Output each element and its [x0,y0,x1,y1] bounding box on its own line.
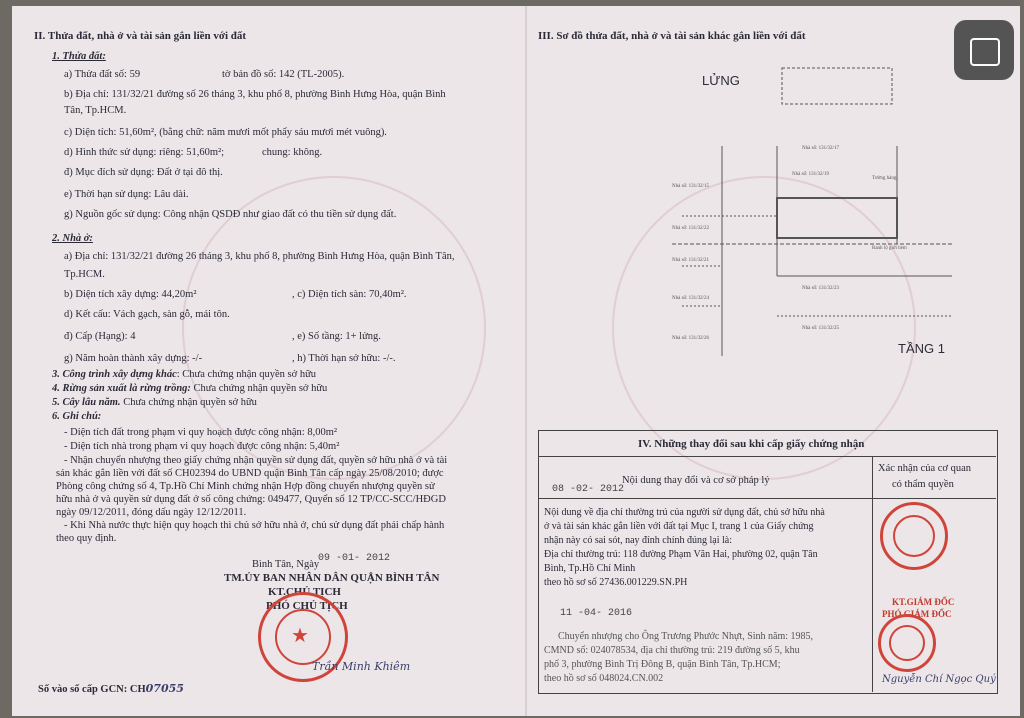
sign-role-1: KT.CHỦ TỊCH [268,586,341,598]
sign-role-2: PHÓ CHỦ TỊCH [266,600,348,612]
plan-label-4: Nhà số: 131/32/22 [672,226,709,231]
land-origin: g) Nguồn gốc sử dụng: Công nhận QSDĐ như giao đất có thu tiền sử dụng đất. [64,209,397,220]
plan-label-lung: LỬNG [702,73,740,88]
change-1-line-1: Nội dung về địa chỉ thường trú của người sử dụng đất, chủ sở hữu nhà [544,507,825,518]
plan-label-tang1: TẦNG 1 [898,341,945,356]
note-2: - Diện tích nhà trong phạm vi quy hoạch được công nhận: 5,40m² [64,441,340,452]
land-usage-form: d) Hình thức sử dụng: riêng: 51,60m²; [64,147,225,158]
land-area: c) Diện tích: 51,60m², (bằng chữ: năm mươi mốt phẩy sáu mươi mét vuông). [64,127,387,138]
gcn-label: Số vào sổ cấp GCN: CH [38,684,146,695]
house-floors: , e) Số tầng: 1+ lửng. [292,331,381,342]
note-3d: hữu nhà ở và quyền sử dụng đất ở số công chứng: 049477, Quyển số 12 TP/CC-SCC/HĐGD [56,494,446,505]
table-col-divider [872,456,873,692]
official-seal-right-1 [880,502,948,570]
land-usage-shared: chung: không. [262,147,323,158]
star-icon: ★ [291,625,309,647]
col-header-content: Nội dung thay đổi và cơ sở pháp lý [622,475,770,486]
change-date-2: 11 -04- 2016 [560,608,633,619]
sign-date: 09 -01- 2012 [318,553,391,564]
certificate-sheet [12,6,1020,716]
gcn-number-row [38,682,184,695]
sign-organization: TM.ỦY BAN NHÂN DÂN QUẬN BÌNH TÂN [224,572,440,584]
house-address: a) Địa chỉ: 131/32/21 đường 26 tháng 3, khu phố 8, phường Bình Hưng Hòa, quận Bình Tân, [64,251,455,262]
section-ii-title: II. Thửa đất, nhà ở và tài sản gắn liền với đất [34,30,247,42]
plan-label-1: Nhà số: 131/32/15 [672,184,709,189]
plan-label-7: Nhà số: 131/32/26 [672,336,709,341]
item-4-value: Chưa chứng nhận quyền sở hữu [190,383,328,394]
table-rule-2 [538,498,996,499]
change-2-line-2: CMND số: 024078534, địa chỉ thường trú: 219 đường số 5, khu [544,645,800,656]
house-address-2: Tp.HCM. [64,269,105,280]
item-3-label: 3. Công trình xây dựng khác [52,369,177,380]
house-term: , h) Thời hạn sở hữu: -/-. [292,353,396,364]
land-term: e) Thời hạn sử dụng: Lâu dài. [64,189,189,200]
item-4 [52,382,327,395]
item-5-label: 5. Cây lâu năm. [52,397,121,408]
plan-label-9: Nhà số: 131/32/25 [802,326,839,331]
plan-label-6: Nhà số: 131/32/24 [672,296,709,301]
signer-name-left: Trần Minh Khiêm [312,660,411,673]
note-3a: - Nhận chuyển nhượng theo giấy chứng nhận quyền sử dụng đất, quyền sở hữu nhà ở và tài [64,455,448,466]
section-iii-title: III. Sơ đồ thửa đất, nhà ở và tài sản khác gắn liền với đất [538,30,806,42]
change-1-line-2: ở và tài sản khác gắn liền với đất tại Mục I, trang 1 của Giấy chứng [544,521,814,532]
land-parcel: a) Thửa đất số: 59 [64,69,141,80]
seal-ring-1 [893,515,935,557]
land-purpose: đ) Mục đích sử dụng: Đất ở tại đô thị. [64,167,223,178]
plan-label-8: Nhà số: 131/32/23 [802,286,839,291]
plan-label-3: Tường hàng [872,176,897,181]
change-2-line-4: theo hồ sơ số 048024.CN.002 [544,673,664,684]
house-structure: d) Kết cấu: Vách gạch, sàn gỗ, mái tôn. [64,309,230,320]
item-3 [52,368,316,381]
change-date-1: 08 -02- 2012 [552,484,625,495]
land-heading: 1. Thửa đất: [52,51,106,62]
house-year: g) Năm hoàn thành xây dựng: -/- [64,353,203,364]
col-header-authority-2: có thẩm quyền [892,479,954,490]
stamp-vice-director: PHÓ GIÁM ĐỐC [882,609,952,619]
land-address-2: Tân, Tp.HCM. [64,105,127,116]
table-rule-1 [538,456,996,457]
plan-label-0: Nhà số: 131/32/17 [802,146,839,151]
item-5 [52,396,257,409]
change-2-line-3: phố 3, phường Bình Trị Đông B, quận Bình Tân, Tp.HCM; [544,659,781,670]
note-heading: 6. Ghi chú: [52,411,102,422]
plan-label-5: Nhà số: 131/32/21 [672,258,709,263]
change-1-line-3: nhận này có sai sót, nay đính chính đúng lại là: [544,535,733,546]
change-2-line-1: Chuyển nhượng cho Ông Trương Phước Nhựt, Sinh năm: 1985, [558,631,814,642]
item-3-value: : Chưa chứng nhận quyền sở hữu [176,369,317,380]
change-1-line-4: Địa chỉ thường trú: 118 đường Phạm Văn Hai, phường 02, quận Tân [544,549,818,560]
plan-label-10: Ranh lộ giới hẻm [872,246,907,251]
note-3e: ngày 09/12/2011, đóng dấu ngày 12/12/2011. [56,507,247,518]
land-map-sheet: tờ bản đồ số: 142 (TL-2005). [222,69,345,80]
note-4b: theo quy định. [56,533,117,544]
house-heading: 2. Nhà ở: [52,233,93,244]
stamp-director: KT.GIÁM ĐỐC [892,597,955,607]
seal-ring-2 [889,625,925,661]
center-fold [525,6,527,716]
house-floor-area: , c) Diện tích sàn: 70,40m². [292,289,407,300]
note-1: - Diện tích đất trong phạm vi quy hoạch được công nhận: 8,00m² [64,427,338,438]
house-build-area: b) Diện tích xây dựng: 44,20m² [64,289,197,300]
gcn-number: 07055 [145,682,184,695]
note-3b: sản khác gắn liền với đất số CH02394 do UBND quận Bình Tân cấp ngày 25/08/2010; được [56,468,444,479]
note-4a: - Khi Nhà nước thực hiện quy hoạch thì chủ sở hữu nhà ở, chủ sử dụng đất phải chấp hành [64,520,445,531]
sign-place: Bình Tân, Ngày [252,559,320,570]
item-5-value: Chưa chứng nhận quyền sở hữu [120,397,257,408]
house-grade: đ) Cấp (Hạng): 4 [64,331,136,342]
item-4-label: 4. Rừng sản xuất là rừng trồng: [52,383,191,394]
col-header-authority-1: Xác nhận của cơ quan [878,463,972,474]
change-1-line-6: theo hồ sơ số 27436.001229.SN.PH [544,577,688,588]
note-3c: Phòng công chứng số 4, Tp.Hồ Chí Minh chứng nhận Hợp đồng chuyển nhượng quyền sử [56,481,435,492]
section-iv-title: IV. Những thay đổi sau khi cấp giấy chứng nhận [638,438,865,450]
change-1-line-5: Bình, Tp.Hồ Chí Minh [544,563,636,574]
signer-name-right: Nguyễn Chí Ngọc Quý [882,674,996,685]
land-address: b) Địa chỉ: 131/32/21 đường số 26 tháng 3, khu phố 8, phường Bình Hưng Hòa, quận Bình [64,89,446,100]
official-seal-right-2 [878,614,936,672]
mezzanine-outline [782,68,892,104]
plan-label-2: Nhà số: 131/32/19 [792,172,829,177]
